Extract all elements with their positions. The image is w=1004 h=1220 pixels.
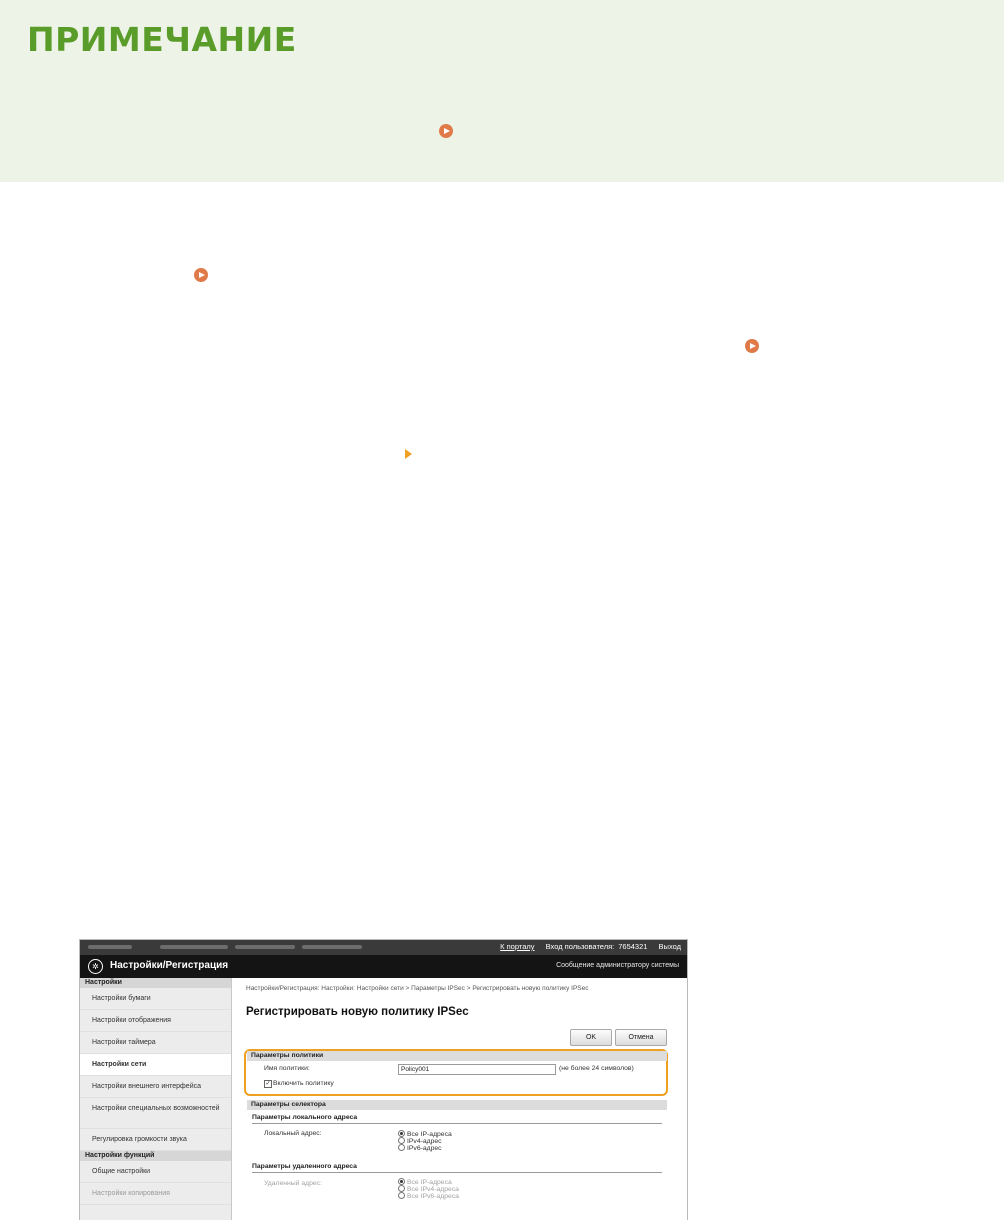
remote-address-header: Параметры удаленного адреса <box>252 1162 662 1173</box>
blurred-text <box>302 945 362 949</box>
blurred-text <box>160 945 228 949</box>
enable-policy-label: Включить политику <box>273 1080 334 1087</box>
radio-selected-icon[interactable] <box>398 1130 405 1137</box>
sidebar-item-copy[interactable]: Настройки копирования <box>80 1183 231 1205</box>
local-option-label: IPv6-адрес <box>407 1145 442 1152</box>
radio-icon[interactable] <box>398 1192 405 1199</box>
note-title: ПРИМЕЧАНИЕ <box>27 20 297 59</box>
policy-name-hint: (не более 24 символов) <box>559 1065 634 1072</box>
title-bar <box>80 955 687 978</box>
radio-icon[interactable] <box>398 1137 405 1144</box>
policy-name-label: Имя политики: <box>264 1065 310 1072</box>
local-option-label: Все IP-адреса <box>407 1131 452 1138</box>
sidebar-item-timer[interactable]: Настройки таймера <box>80 1032 231 1054</box>
sidebar-item-volume[interactable]: Регулировка громкости звука <box>80 1129 231 1151</box>
radio-icon[interactable] <box>398 1144 405 1151</box>
radio-icon[interactable] <box>398 1185 405 1192</box>
admin-message-link[interactable]: Сообщение администратору системы <box>556 962 679 969</box>
remote-address-label: Удаленный адрес: <box>264 1180 322 1187</box>
policy-name-input[interactable]: Policy001 <box>398 1064 556 1075</box>
sidebar-item-paper[interactable]: Настройки бумаги <box>80 988 231 1010</box>
remote-option-label: Все IPv4-адреса <box>407 1186 459 1193</box>
radio-selected-icon[interactable] <box>398 1178 405 1185</box>
sidebar-item-accessibility[interactable]: Настройки специальных возможностей <box>80 1098 231 1129</box>
sidebar <box>80 978 232 1220</box>
sidebar-header-functions: Настройки функций <box>80 1151 231 1161</box>
local-address-label: Локальный адрес: <box>264 1130 322 1137</box>
sidebar-item-external-interface[interactable]: Настройки внешнего интерфейса <box>80 1076 231 1098</box>
policy-section-header: Параметры политики <box>247 1051 667 1061</box>
login-label: Вход пользователя: <box>545 942 615 951</box>
settings-logo-icon: ✲ <box>88 959 103 974</box>
user-id: 7654321 <box>618 942 648 951</box>
local-address-header: Параметры локального адреса <box>252 1113 662 1124</box>
local-option-ipv6[interactable] <box>398 1144 442 1152</box>
breadcrumb: Настройки/Регистрация: Настройки: Настройки сети > Параметры IPSec > Регистрировать новую политику IPSec <box>246 985 589 992</box>
step-arrow-icon <box>405 449 412 459</box>
sidebar-header-settings: Настройки <box>80 978 231 988</box>
top-links <box>491 942 681 951</box>
ok-button[interactable]: OK <box>570 1029 612 1046</box>
sidebar-item-display[interactable]: Настройки отображения <box>80 1010 231 1032</box>
selector-section-header: Параметры селектора <box>247 1100 667 1110</box>
blurred-text <box>235 945 295 949</box>
logout-link[interactable]: Выход <box>658 942 681 951</box>
note-box <box>0 0 1004 182</box>
portal-link[interactable]: К порталу <box>500 942 535 951</box>
remote-option-ipv6[interactable] <box>398 1192 459 1200</box>
top-bar <box>80 940 687 955</box>
enable-policy-checkbox[interactable]: ✓ <box>265 1081 271 1087</box>
cancel-button[interactable]: Отмена <box>615 1029 667 1046</box>
app-title: Настройки/Регистрация <box>110 960 229 971</box>
link-arrow-icon[interactable] <box>194 268 208 282</box>
link-arrow-icon[interactable] <box>439 124 453 138</box>
blurred-text <box>88 945 132 949</box>
remote-option-label: Все IP-адреса <box>407 1179 452 1186</box>
local-option-label: IPv4-адрес <box>407 1138 442 1145</box>
ui-screenshot <box>79 939 688 1220</box>
link-arrow-icon[interactable] <box>745 339 759 353</box>
page-title: Регистрировать новую политику IPSec <box>246 1006 469 1018</box>
sidebar-item-network[interactable]: Настройки сети <box>80 1054 231 1076</box>
sidebar-item-common[interactable]: Общие настройки <box>80 1161 231 1183</box>
remote-option-label: Все IPv6-адреса <box>407 1193 459 1200</box>
